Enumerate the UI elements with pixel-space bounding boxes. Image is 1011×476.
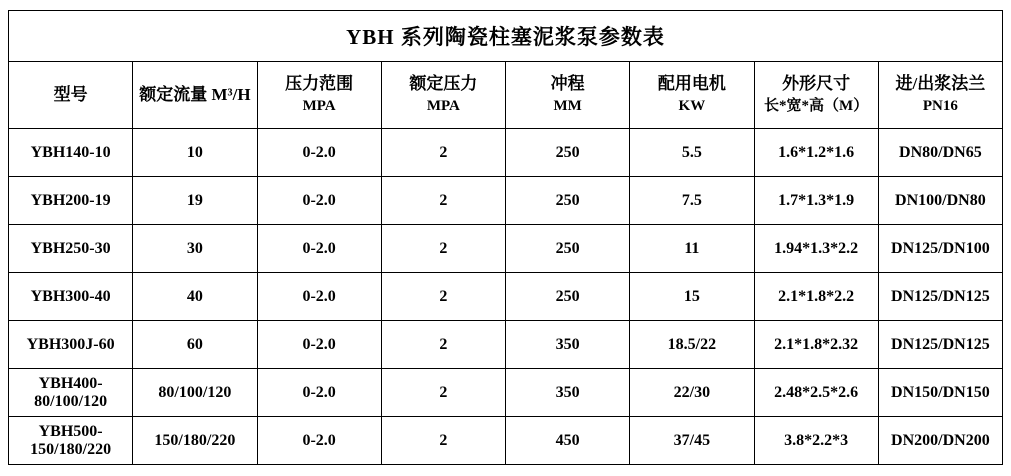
cell-stroke: 450 — [506, 417, 630, 465]
cell-pressure-range: 0-2.0 — [257, 273, 381, 321]
column-header-motor — [630, 62, 754, 129]
cell-flange: DN125/DN125 — [878, 321, 1002, 369]
column-header-pressure-range-sub: MPA — [302, 98, 336, 115]
cell-flow: 150/180/220 — [133, 417, 257, 465]
cell-flange: DN100/DN80 — [878, 177, 1002, 225]
cell-model: YBH140-10 — [9, 129, 133, 177]
cell-pressure-range: 0-2.0 — [257, 369, 381, 417]
cell-flow: 60 — [133, 321, 257, 369]
cell-motor: 11 — [630, 225, 754, 273]
table-title-row — [9, 11, 1003, 62]
cell-pressure-range: 0-2.0 — [257, 225, 381, 273]
column-header-model-main: 型号 — [53, 84, 88, 104]
column-header-flange — [878, 62, 1002, 129]
cell-flow: 10 — [133, 129, 257, 177]
cell-model: YBH300J-60 — [9, 321, 133, 369]
column-header-motor-main: 配用电机 — [657, 74, 726, 94]
column-header-flange-sub: PN16 — [922, 98, 958, 115]
column-header-flow — [133, 62, 257, 129]
cell-motor: 15 — [630, 273, 754, 321]
cell-stroke: 350 — [506, 369, 630, 417]
column-header-flange-main: 进/出浆法兰 — [895, 74, 986, 94]
cell-flange: DN125/DN125 — [878, 273, 1002, 321]
table-title: YBH 系列陶瓷柱塞泥浆泵参数表 — [9, 11, 1003, 62]
parameter-table — [8, 10, 1003, 465]
cell-motor: 37/45 — [630, 417, 754, 465]
cell-flange: DN200/DN200 — [878, 417, 1002, 465]
cell-stroke: 250 — [506, 225, 630, 273]
cell-pressure-range: 0-2.0 — [257, 321, 381, 369]
cell-rated-pressure: 2 — [381, 369, 505, 417]
cell-pressure-range: 0-2.0 — [257, 417, 381, 465]
column-header-stroke-sub: MM — [553, 98, 582, 115]
cell-rated-pressure: 2 — [381, 273, 505, 321]
column-header-motor-sub: KW — [678, 98, 706, 115]
column-header-dimensions-sub: 长*宽*高（M） — [764, 98, 869, 115]
table-row — [9, 321, 1003, 369]
column-header-rated-pressure-sub: MPA — [426, 98, 460, 115]
cell-motor: 5.5 — [630, 129, 754, 177]
column-header-pressure-range — [257, 62, 381, 129]
cell-pressure-range: 0-2.0 — [257, 177, 381, 225]
column-header-rated-pressure — [381, 62, 505, 129]
cell-model: YBH400-80/100/120 — [9, 369, 133, 417]
table-row — [9, 273, 1003, 321]
table-row — [9, 369, 1003, 417]
cell-model: YBH500-150/180/220 — [9, 417, 133, 465]
cell-rated-pressure: 2 — [381, 177, 505, 225]
cell-flow: 19 — [133, 177, 257, 225]
cell-stroke: 250 — [506, 129, 630, 177]
cell-rated-pressure: 2 — [381, 417, 505, 465]
cell-dimensions: 1.7*1.3*1.9 — [754, 177, 878, 225]
cell-dimensions: 2.48*2.5*2.6 — [754, 369, 878, 417]
cell-dimensions: 3.8*2.2*3 — [754, 417, 878, 465]
cell-model: YBH250-30 — [9, 225, 133, 273]
cell-pressure-range: 0-2.0 — [257, 129, 381, 177]
column-header-dimensions — [754, 62, 878, 129]
column-header-dimensions-main: 外形尺寸 — [782, 74, 851, 94]
cell-model: YBH200-19 — [9, 177, 133, 225]
cell-rated-pressure: 2 — [381, 225, 505, 273]
column-header-model — [9, 62, 133, 129]
cell-dimensions: 2.1*1.8*2.32 — [754, 321, 878, 369]
cell-motor: 18.5/22 — [630, 321, 754, 369]
cell-flow: 30 — [133, 225, 257, 273]
column-header-stroke-main: 冲程 — [550, 74, 585, 94]
cell-stroke: 250 — [506, 273, 630, 321]
cell-flange: DN125/DN100 — [878, 225, 1002, 273]
column-header-rated-pressure-main: 额定压力 — [409, 74, 478, 94]
cell-stroke: 350 — [506, 321, 630, 369]
table-row — [9, 129, 1003, 177]
cell-dimensions: 1.6*1.2*1.6 — [754, 129, 878, 177]
table-row — [9, 177, 1003, 225]
cell-flow: 40 — [133, 273, 257, 321]
cell-motor: 22/30 — [630, 369, 754, 417]
cell-model: YBH300-40 — [9, 273, 133, 321]
column-header-stroke — [506, 62, 630, 129]
cell-dimensions: 2.1*1.8*2.2 — [754, 273, 878, 321]
cell-dimensions: 1.94*1.3*2.2 — [754, 225, 878, 273]
cell-flange: DN80/DN65 — [878, 129, 1002, 177]
cell-rated-pressure: 2 — [381, 129, 505, 177]
cell-flange: DN150/DN150 — [878, 369, 1002, 417]
cell-rated-pressure: 2 — [381, 321, 505, 369]
column-header-flow-main: 额定流量 M³/H — [139, 84, 251, 104]
table-row — [9, 225, 1003, 273]
table-header-row — [9, 62, 1003, 129]
column-header-pressure-range-main: 压力范围 — [285, 74, 354, 94]
cell-flow: 80/100/120 — [133, 369, 257, 417]
cell-stroke: 250 — [506, 177, 630, 225]
table-row — [9, 417, 1003, 465]
cell-motor: 7.5 — [630, 177, 754, 225]
